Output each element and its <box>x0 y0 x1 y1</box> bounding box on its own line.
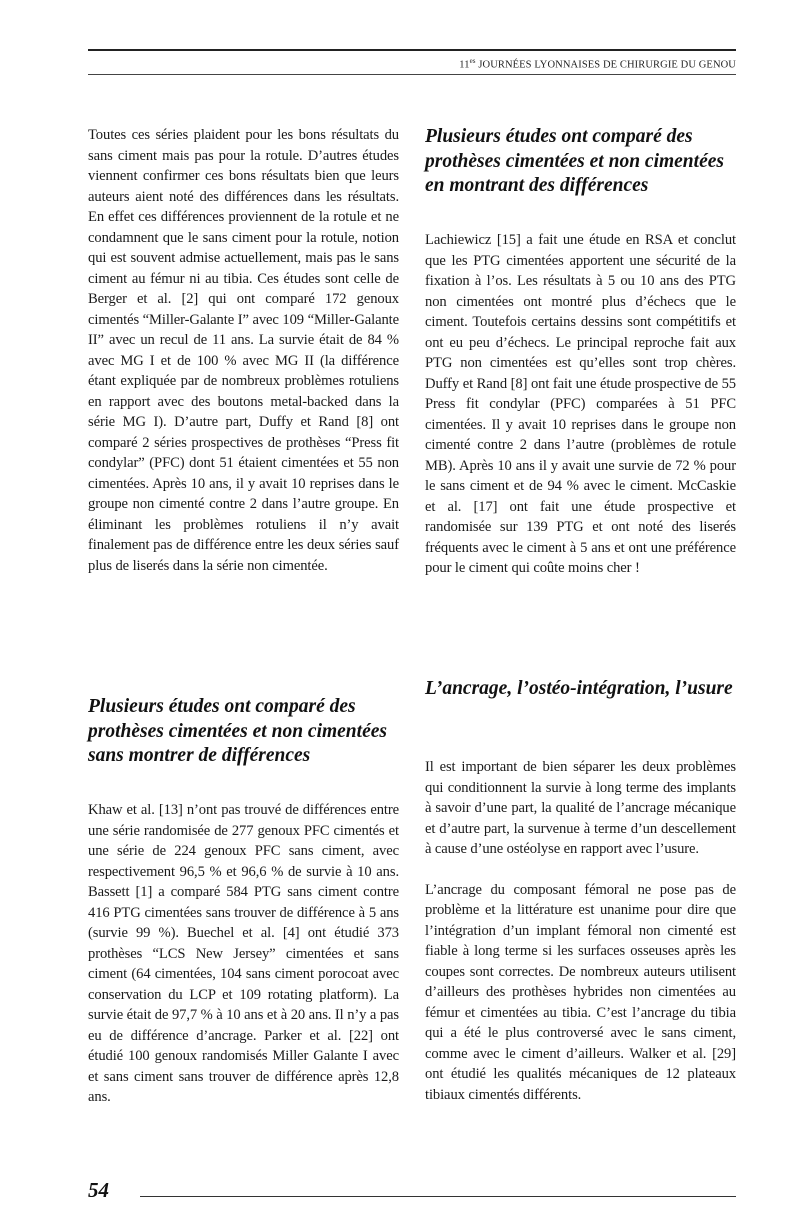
footer-rule <box>140 1196 736 1197</box>
right-column <box>425 125 736 1105</box>
page-number: 54 <box>88 1178 109 1202</box>
left-column <box>88 125 399 1108</box>
right-section-heading-1: Plusieurs études ont comparé des prothèses cimentées et non cimentées en montrant des différences <box>425 126 724 196</box>
right-paragraph-2: Il est important de bien séparer les deux problèmes qui conditionnent la survie à long terme des implants à savoir d’une part, la qualité de l’ancrage mécanique et d’autre part, la survenue à terme d’un descellement à cause d’une ostéolyse en rapport avec l’usure. <box>425 759 736 857</box>
header-rule-top <box>88 49 736 51</box>
running-head-text: JOURNÉES LYONNAISES DE CHIRURGIE DU GENOU <box>475 59 736 71</box>
left-paragraph-1: Toutes ces séries plaident pour les bons résultats du sans ciment mais pas pour la rotule. D’autres études viennent confirmer ces bons résultats bien que leurs auteurs aient noté des différences dans les résultats. En effet ces différences proviennent de la rotule et ne condamnent que le sans ciment pour la rotule, notion qui est souvent admise actuellement, mais pas le sans ciment au fémur ni au tibia. Ces études sont celle de Berger et al. [2] qui ont comparé 172 genoux cimentés “Miller-Galante I” avec 109 “Miller-Galante II” avec un recul de 11 ans. La survie était de 84 % avec MG I et de 100 % avec MG II (la différence étant expliquée par de nombreux problèmes rotuliens en rapport avec des boutons metal-backed dans la série MG I). D’autre part, Duffy et Rand [8] ont comparé 2 séries prospectives de prothèses “Press fit condylar” (PFC) dont 51 étaient cimentées et 55 non cimentées. Après 10 ans, il y avait 10 reprises dans le groupe non cimenté contre 2 dans l’autre groupe. En éliminant les problèmes rotuliens il n’y avait finalement pas de différence entre les deux séries sauf plus de liserés dans la série non cimentée. <box>88 127 399 574</box>
right-paragraph-1: Lachiewicz [15] a fait une étude en RSA et conclut que les PTG cimentées apportent une sécurité de la fixation à l’os. Les résultats à 5 ou 10 ans des PTG non cimentées ont montré plus d’échecs que le ciment. Toutefois certains dessins sont compétitifs et ont eu peu d’échecs. Le principal reproche fait aux PTG non cimentées est qu’elles sont trop chères. Duffy et Rand [8] ont fait une étude prospective de 55 Press fit condylar (PFC) comparées à 51 PFC cimentées. Il y avait 10 reprises dans le groupe non cimenté contre 2 dans l’autre (problèmes de rotule MB). Après 10 ans il y avait une survie de 72 % pour le sans ciment et de 94 % avec le ciment. McCaskie et al. [17] ont fait une étude prospective et randomisée sur 139 PTG et ont noté des liserés fréquents avec le ciment à 5 ans et ont une préférence pour le ciment qui coûte moins cher ! <box>425 232 736 576</box>
left-section-heading: Plusieurs études ont comparé des prothèses cimentées et non cimentées sans montrer de différences <box>88 696 387 766</box>
right-section-heading-2: L’ancrage, l’ostéo-intégration, l’usure <box>425 678 733 699</box>
running-head <box>459 57 736 71</box>
right-paragraph-3: L’ancrage du composant fémoral ne pose pas de problème et la littérature est unanime pour dire que l’intégration d’un implant fémoral non cimenté est fiable à long terme si les surfaces osseuses après les coupes sont correctes. De nombreux auteurs utilisent d’ailleurs des prothèses hybrides non cimentées au fémur et cimentées au tibia. C’est l’ancrage du tibia qui a été le plus controversé avec le sans ciment, comme avec le ciment d’ailleurs. Walker et al. [29] ont étudié les qualités mécaniques de 12 plateaux tibiaux cimentés différents. <box>425 881 736 1103</box>
header-rule-bottom <box>88 74 736 75</box>
running-head-number: 11 <box>459 59 470 71</box>
running-head-superscript: es <box>469 57 476 65</box>
left-paragraph-2: Khaw et al. [13] n’ont pas trouvé de différences entre une série randomisée de 277 genoux PFC cimentés et une série de 224 genoux PFC sans ciment, avec respectivement 96,5 % et 96,6 % de survie à 10 ans. Bassett [1] a comparé 584 PTG sans ciment contre 416 PTG cimentées sans trouver de différence à 5 ans (survie 99 %). Buechel et al. [4] ont étudié 373 prothèses “LCS New Jersey” cimentées et sans ciment (64 cimentées, 104 sans ciment porocoat avec conservation du LCP et 109 rotating platform). La survie était de 97,7 % à 10 ans et à 20 ans. Il n’y a pas eu de différence d’ancrage. Parker et al. [22] ont étudié 100 genoux randomisés Miller Galante I avec et sans ciment sans trouver de différence après 12,8 ans. <box>88 802 399 1105</box>
